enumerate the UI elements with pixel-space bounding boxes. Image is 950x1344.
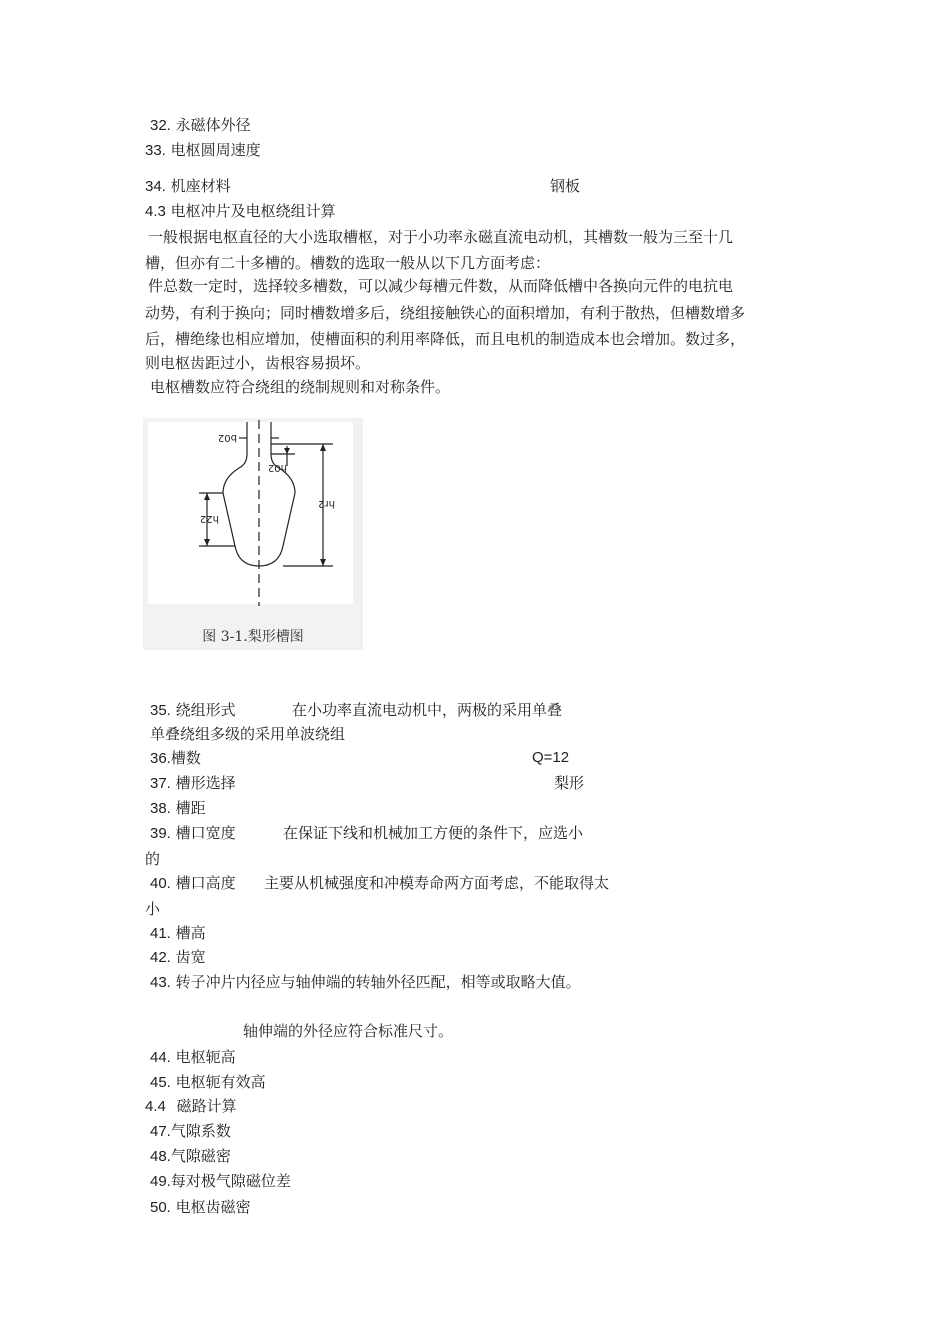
item-39: 39. 槽口宽度 <box>150 824 236 842</box>
figure-caption: 图 3-1.梨形槽图 <box>202 629 304 645</box>
item-43: 43. 转子冲片内径应与轴伸端的转轴外径匹配，相等或取略大值。 <box>150 973 581 991</box>
paragraph-line: 动势，有利于换向；同时槽数增多后，绕组接触铁心的面积增加，有利于散热，但槽数增多 <box>145 304 746 322</box>
item-42: 42. 齿宽 <box>150 948 206 966</box>
label-b02: b02 <box>217 432 237 443</box>
paragraph-line: 则电枢齿距过小，齿根容易损坏。 <box>145 354 371 372</box>
pear-slot-diagram <box>143 418 363 618</box>
item-35: 35. 绕组形式 <box>150 701 236 719</box>
item-47: 47.气隙系数 <box>150 1122 231 1140</box>
item-37: 37. 槽形选择 <box>150 774 236 792</box>
item-36-value: Q=12 <box>532 749 570 766</box>
item-40: 40. 槽口高度 <box>150 874 236 892</box>
item-41: 41. 槽高 <box>150 924 206 942</box>
label-h02: h02 <box>267 462 287 473</box>
item-34-value: 钢板 <box>550 177 581 195</box>
paragraph-line: 槽，但亦有二十多槽的。槽数的选取一般从以下几方面考虑： <box>145 254 551 272</box>
paragraph-line: 件总数一定时，选择较多槽数，可以减少每槽元件数，从而降低槽中各换向元件的电抗电 <box>148 277 734 295</box>
label-h22: h22 <box>199 513 219 524</box>
item-37-value: 梨形 <box>554 774 585 792</box>
item-34: 34. 机座材料 <box>145 177 231 195</box>
item-39-desc: 在保证下线和机械加工方便的条件下，应选小 <box>283 824 584 842</box>
item-39-continuation: 的 <box>145 850 161 868</box>
item-40-continuation: 小 <box>145 900 161 918</box>
label-hr2: hr2 <box>318 498 335 509</box>
item-35-continuation: 单叠绕组多级的采用单波绕组 <box>150 725 346 743</box>
paragraph-line: 一般根据电枢直径的大小选取槽枢，对于小功率永磁直流电动机，其槽数一般为三至十几 <box>148 228 734 246</box>
item-40-desc: 主要从机械强度和冲模寿命两方面考虑，不能取得太 <box>264 874 610 892</box>
item-44: 44. 电枢轭高 <box>150 1048 236 1066</box>
slot-diagram-figure <box>143 418 363 650</box>
section-heading-4-3: 4.3 电枢冲片及电枢绕组计算 <box>145 202 336 220</box>
item-49: 49.每对极气隙磁位差 <box>150 1172 291 1190</box>
item-36: 36.槽数 <box>150 749 201 767</box>
item-32: 32. 永磁体外径 <box>150 116 251 134</box>
item-50: 50. 电枢齿磁密 <box>150 1198 251 1216</box>
item-33: 33. 电枢圆周速度 <box>145 141 261 159</box>
item-43-continuation: 轴伸端的外径应符合标准尺寸。 <box>243 1022 454 1040</box>
item-45: 45. 电枢轭有效高 <box>150 1073 266 1091</box>
item-35-desc: 在小功率直流电动机中，两极的采用单叠 <box>292 701 563 719</box>
item-38: 38. 槽距 <box>150 799 206 817</box>
item-48: 48.气隙磁密 <box>150 1147 231 1165</box>
paragraph-line: 电枢槽数应符合绕组的绕制规则和对称条件。 <box>150 378 451 396</box>
paragraph-line: 后，槽绝缘也相应增加，使槽面积的利用率降低，而且电机的制造成本也会增加。数过多， <box>145 330 746 348</box>
section-heading-4-4: 4.4 磁路计算 <box>145 1097 237 1115</box>
